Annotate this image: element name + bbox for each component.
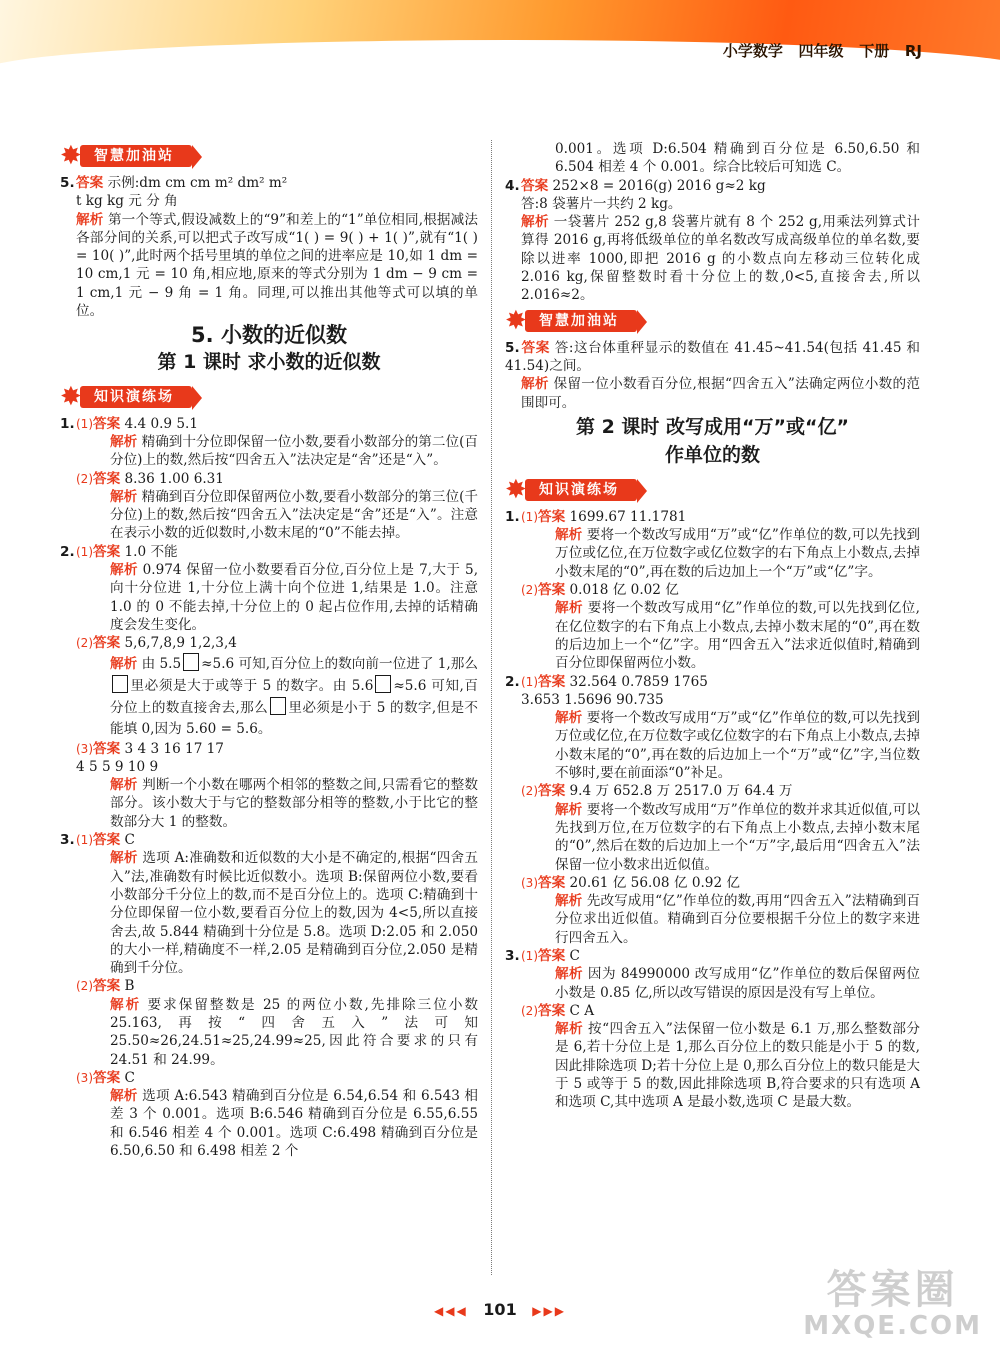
star-icon: ✸ (505, 305, 527, 336)
page-number: 101 (483, 1300, 517, 1319)
left-q2: 2.(1)答案 1.0 不能 解析 0.974 保留一位小数要看百分位,百分位上是 7,大于 5,向十分位进 1,十分位上满十向个位进 1,结果是 1.0。注意 1.0 的 0 不能去掉,十分位上的 0 起占位作用,去掉的话精确度会发生变化。 (2)答案 5,6,7,8,9 1,2,3,4 解析 由 5.5 ≈5.6 可知,百分位上的数向前一位进了 1,那么里必须是大于或等于 5 的数字。由 5.6 ≈5.6 可知,百分位上的数直接舍去,那么 里必须是小于 5 的数字,但是不能填 0,因为 5.60 = 5.6。 (3)答案 3 4 3 16 17 17 4 5 5 9 10 9 解析 判断一个小数在哪两个相邻的整数之间,只需看它的整数部分。该小数大于与它的整数部分相等的整数,小于比它的整数部分大 1 的整数。 (60, 543, 479, 830)
star-icon: ✸ (505, 474, 527, 505)
section-title: 5. 小数的近似数 (191, 323, 347, 348)
blank-box (375, 675, 391, 693)
left-q1: 1.(1)答案 4.4 0.9 5.1 解析 精确到十分位即保留一位小数,要看小数部分的第二位(百分位)上的数,然后按“四舍五入”法决定是“舍”还是“入”。 (2)答案 8.36 1.00 6.31 解析 精确到百分位即保留两位小数,要看小数部分的第三位(千分位)上的数,然后按“四舍五入”法决定是“舍”还是“入”。注意在表示小数的近似数时,小数末尾的“0”不能去掉。 (60, 415, 478, 542)
column-divider (491, 140, 492, 1275)
banner-zhishi: ✸ 知识演练场 (60, 385, 192, 409)
left-q3: 3.(1)答案 C 解析 选项 A:准确数和近似数的大小是不确定的,根据“四舍五入”法,准确数有时候比近似数小。选项 B:保留两位小数,要看小数部分千分位上的数,而不是百分位上的。选项 C:精确到十分位即保留一位小数,要看百分位上的数,因为 4<5,所以直接舍去,故 5.844 精确到十分位是 5.8。选项 D:2.05 和 2.050 的大小一样,精确度不一样,2.05 是精确到百分位,2.050 是精确到千分位。 (2)答案 B 解析 要求保留整数是 25 的两位小数,先排除三位小数 25.163,再按“四舍五入”法可知 25.50≈26,24.51≈25,24.99≈25,因此符合要求的只有 24.51 和 24.99。 (3)答案 C 解析 选项 A:6.543 精确到百分位是 6.54,6.54 和 6.543 相差 3 个 0.001。选项 B:6.546 精确到百分位是 6.55,6.55 和 6.546 相差 4 个 0.001。选项 C:6.498 精确到百分位是 6.50,6.50 和 6.498 相差 2 个 (60, 832, 479, 1160)
right-q3: 3.(1)答案 C 解析 因为 84990000 改写成用“亿”作单位的数后保留两位小数是 0.85 亿,所以改写错误的原因是没有写上单位。 (2)答案 C A 解析 按“四舍五入”法保留一位小数是 6.1 万,那么整数部分是 6,若十分位上是 1,那么百分位上的数只能是小于 5 的数,因此排除选项 D;若十分位上是 0,那么百分位上的数只能是大于 5 或等于 5 的数,因此排除选项 B,符合要求的只有选项 A 和选项 C,其中选项 A 是最小数,选项 C 是最大数。 (505, 947, 921, 1111)
book-info: 小学数学 四年级 下册 RJ (722, 42, 922, 60)
right-q4: 4.答案 252×8 = 2016(g) 2016 g≈2 kg 答:8 袋薯片一共约 2 kg。 解析 一袋薯片 252 g,8 袋薯片就有 8 个 252 g,用乘法列算式计算得 2016 g,再将低级单位的单名数改写成高级单位的单名数,要除以进率 1000,即把 2016 g 的小数点向左移动三位转化成 2.016 kg,保留整数时看十分位上的数,0<5,直接舍去,所以 2.016≈2。 (505, 177, 921, 304)
left-column (60, 140, 478, 1160)
header-band (0, 0, 1000, 80)
right-q1: 1.(1)答案 1699.67 11.1781 解析 要将一个数改写成用“万”或“亿”作单位的数,可以先找到万位或亿位,在万位数字或亿位数字的右下角点上小数点,去掉小数末尾的“0”,再在数的后边加上一个“万”或“亿”字。 (2)答案 0.018 亿 0.02 亿 解析 要将一个数改写成用“亿”作单位的数,可以先找到亿位,在亿位数字的右下角点上小数点,去掉小数末尾的“0”,再在数的后边加上一个“亿”字。用“四舍五入”法求近似值时,精确到百分位即保留两位小数。 (505, 508, 921, 672)
blank-box (112, 675, 128, 693)
blank-box (183, 653, 199, 671)
lesson-title: 第 1 课时 求小数的近似数 (157, 350, 381, 373)
arrow-right-icon: ▶▶▶ (532, 1304, 566, 1318)
left-q5: 5.答案 示例:dm cm cm m² dm² m² t kg kg 元 分 角 解析 第一个等式,假设减数上的“9”和差上的“1”单位相同,根据减法各部分间的关系,可以把式子改写成“1( ) = 9( ) + 1( )”,就有“1( ) = 10( )”,此时两个括号里填的单位之间的进率应是 10,如 1 dm = 10 cm,1 元 = 10 角,相应地,原来的等式分别为 1 dm − 9 cm = 1 cm,1 元 − 9 角 = 1 角。同理,可以推出其他等式可以填的单位。 (60, 175, 478, 320)
blank-box (270, 697, 286, 715)
banner-zhihui: ✸ 智慧加油站 (60, 144, 192, 168)
right-q5: 5.答案 答:这台体重秤显示的数值在 41.45~41.54(包括 41.45 和 41.54)之间。 解析 保留一位小数看百分位,根据“四舍五入”法确定两位小数的范围即可。 (505, 339, 921, 411)
banner-zhishi-right: ✸ 知识演练场 (505, 478, 637, 502)
lesson2-title-line1: 第 2 课时 改写成用“万”或“亿” (575, 415, 849, 438)
right-q2: 2.(1)答案 32.564 0.7859 1765 3.653 1.5696 90.735 解析 要将一个数改写成用“万”或“亿”作单位的数,可以先找到万位或亿位,在万位数字或亿位数字的右下角点上小数点,去掉小数末尾的“0”,再在数的后边加上一个“万”或“亿”字,当位数不够时,要在前面添“0”补足。 (2)答案 9.4 万 652.8 万 2517.0 万 64.4 万 解析 要将一个数改写成用“万”作单位的数并求其近似值,可以先找到万位,在万位数字的右下角点上小数点,去掉小数末尾的“0”,然后在数的后边加上一个“万”字,最后用“四舍五入”法保留一位小数求出近似值。 (3)答案 20.61 亿 56.08 亿 0.92 亿 解析 先改写成用“亿”作单位的数,再用“四舍五入”法精确到百分位求出近似值。精确到百分位要根据千分位上的数字来进行四舍五入。 (505, 673, 921, 946)
continued-text: 0.001。选项 D:6.504 精确到百分位是 6.50,6.50 和 6.504 相差 4 个 0.001。综合比较后可知选 C。 (555, 141, 920, 176)
star-icon: ✸ (60, 141, 82, 171)
banner-zhihui-right: ✸ 智慧加油站 (505, 309, 637, 333)
star-icon: ✸ (60, 381, 82, 412)
arrow-left-icon: ◀◀◀ (434, 1304, 468, 1318)
lesson2-title-line2: 作单位的数 (664, 443, 760, 466)
right-column (505, 140, 920, 1112)
watermark-logo: 答案圈 MXQE.COM (803, 1267, 982, 1341)
